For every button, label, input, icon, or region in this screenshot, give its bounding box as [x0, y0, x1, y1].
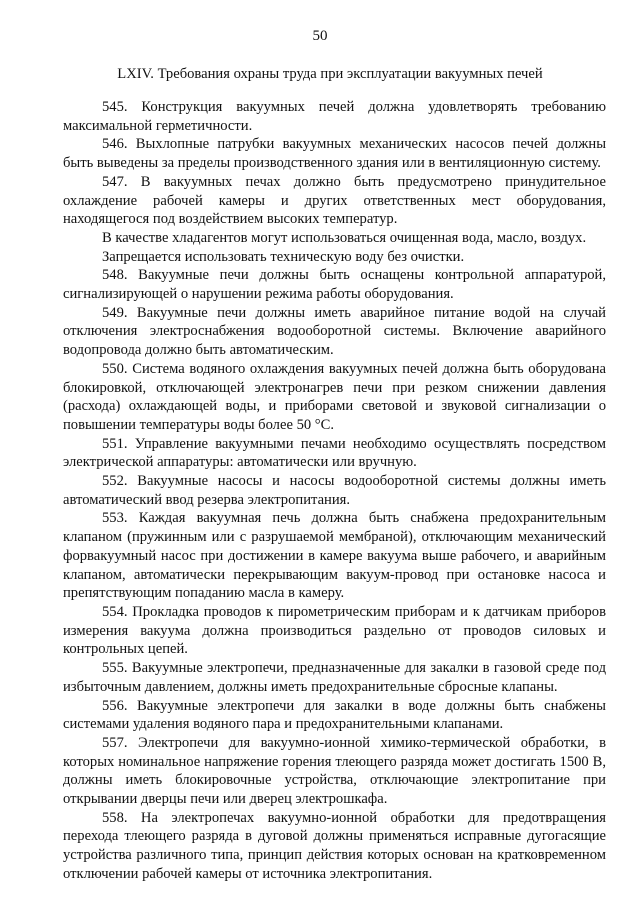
paragraph-548: 548. Вакуумные печи должны быть оснащены контрольной аппаратурой, сигнализирующей о нарушении режима работы оборудования. — [63, 267, 606, 303]
paragraph-553: 553. Каждая вакуумная печь должна быть снабжена предохранительным клапаном (пружинным или с разрушаемой мембраной), отключающим механический форвакуумный насос при достижении в камере вакуума выше рабочего, и аварийным клапаном, автоматически перекрывающим вакуум-провод при остановке насоса и препятствующим попаданию масла в камеру. — [63, 510, 606, 602]
page-number: 50 — [312, 28, 328, 44]
paragraph-545: 545. Конструкция вакуумных печей должна удовлетворять требованию максимальной герметичности. — [63, 99, 606, 134]
paragraph-558: 558. На электропечах вакуумно-ионной обработки для предотвращения перехода тлеющего разряда в дуговой должны применяться исправные дугогасящие устройства различного типа, принцип действия которых основан на кратковременном отключении рабочей камеры от источника электропитания. — [63, 809, 606, 882]
paragraph-551: 551. Управление вакуумными печами необходимо осуществлять посредством электрической аппаратуры: автоматически или вручную. — [63, 435, 606, 471]
paragraph-coolants: В качестве хладагентов могут использоваться очищенная вода, масло, воздух. — [102, 229, 587, 246]
paragraph-547: 547. В вакуумных печах должно быть предусмотрено принудительное охлаждение рабочей камеры и других ответственных мест оборудования, находящегося под воздействием высоких температур. — [63, 173, 606, 228]
paragraph-556: 556. Вакуумные электропечи для закалки в воде должны быть снабжены системами удаления водяного пара и предохранительными клапанами. — [63, 697, 606, 733]
document-body — [63, 98, 606, 884]
paragraph-550: 550. Система водяного охлаждения вакуумных печей должна быть оборудована блокировкой, отключающей электронагрев печи при резком снижении давления (расхода) охлаждающей воды, и приборами световой и звуковой сигнализации о повышении температуры воды более 50 °С. — [63, 360, 606, 433]
paragraph-554: 554. Прокладка проводов к пирометрическим приборам и к датчикам приборов измерения вакуума должна производиться раздельно от проводов силовых и контрольных цепей. — [63, 603, 606, 658]
paragraph-549: 549. Вакуумные печи должны иметь аварийное питание водой на случай отключения электроснабжения водооборотной системы. Включение аварийного водопровода должно быть автоматическим. — [63, 304, 606, 359]
paragraph-552: 552. Вакуумные насосы и насосы водооборотной системы должны иметь автоматический ввод резерва электропитания. — [63, 473, 606, 508]
section-title: LXIV. Требования охраны труда при эксплуатации вакуумных печей — [117, 66, 543, 82]
paragraph-557: 557. Электропечи для вакуумно-ионной химико-термической обработки, в которых номинальное напряжение горения тлеющего разряда может достигать 1500 В, должны иметь блокировочные устройства, отключающие электропитание при открывании дверцы печи или дверец электрошкафа. — [63, 734, 606, 808]
paragraph-555: 555. Вакуумные электропечи, предназначенные для закалки в газовой среде под избыточным давлением, должны иметь предохранительные сбросные клапаны. — [63, 660, 606, 695]
paragraph-546: 546. Выхлопные патрубки вакуумных механических насосов печей должны быть выведены за пределы производственного здания или в вентиляционную систему. — [63, 136, 606, 172]
paragraph-technical-water: Запрещается использовать техническую воду без очистки. — [102, 248, 465, 265]
